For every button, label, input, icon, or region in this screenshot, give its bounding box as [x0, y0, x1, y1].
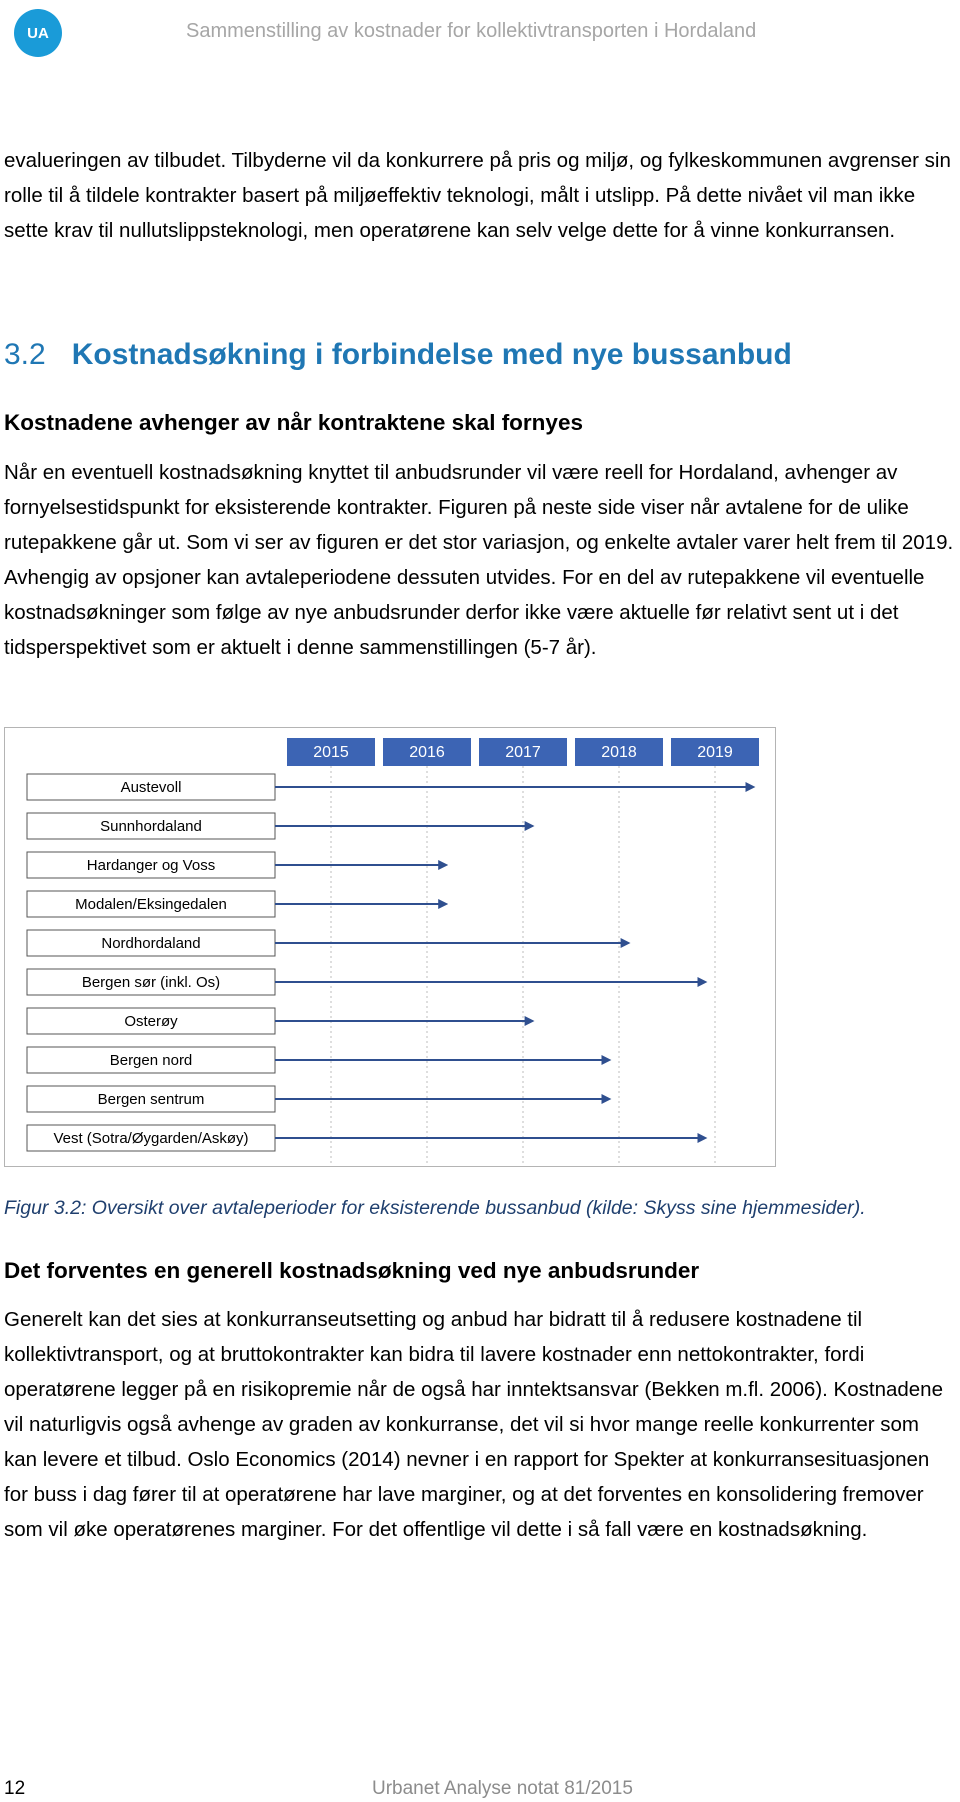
document-title: Sammenstilling av kostnader for kollektivtransporten i Hordaland	[186, 20, 757, 42]
section-title: Kostnadsøkning i forbindelse med nye bussanbud	[71, 338, 792, 371]
ua-logo: UA	[14, 9, 62, 57]
paragraph-contract-renewal: Når en eventuell kostnadsøkning knyttet til anbudsrunder vil være reell for Hordaland, avhenger av fornyelsestidspunkt for eksisterende kontrakter. Figuren på neste side viser når avtalene for de ulike rutepakkene går ut. Som vi ser av figuren er det stor variasjon, og enkelte avtaler varer helt frem til 2019. Avhengig av opsjoner kan avtaleperiodene dessuten utvides. For en del av rutepakkene vil eventuelle kostnadsøkninger som følge av nye anbudsrunder derfor ikke være aktuelle før relativt sent ut i det tidsperspektivet som er aktuelt i denne sammenstillingen (5-7 år).	[4, 461, 954, 659]
year-label: 2018	[601, 744, 637, 761]
contract-label: Bergen sør (inkl. Os)	[81, 974, 221, 991]
contract-label: Modalen/Eksingedalen	[75, 896, 227, 913]
footer-title: Urbanet Analyse notat 81/2015	[372, 1778, 633, 1799]
subheading-contract-renewal: Kostnadene avhenger av når kontraktene skal fornyes	[4, 410, 583, 435]
contract-timeline-chart	[5, 728, 777, 1168]
section-heading	[4, 338, 792, 372]
page-number: 12	[4, 1778, 26, 1799]
subheading-cost-increase: Det forventes en generell kostnadsøkning ved nye anbudsrunder	[4, 1258, 700, 1283]
contract-timeline-figure	[4, 727, 776, 1167]
intro-paragraph: evalueringen av tilbudet. Tilbyderne vil da konkurrere på pris og miljø, og fylkeskommunen avgrenser sin rolle til å tildele kontrakter basert på miljøeffektiv teknologi, målt i utslipp. På dette nivået vil man ikke sette krav til nullutslippsteknologi, men operatørene kan selv velge dette for å vinne konkurransen.	[4, 149, 951, 242]
page-header	[0, 0, 960, 70]
contract-label: Nordhordaland	[101, 935, 201, 952]
contract-label: Austevoll	[120, 779, 182, 796]
year-label: 2015	[313, 744, 349, 761]
figure-caption: Figur 3.2: Oversikt over avtaleperioder for eksisterende bussanbud (kilde: Skyss sine hjemmesider).	[4, 1197, 866, 1219]
contract-label: Bergen sentrum	[97, 1091, 205, 1108]
year-label: 2017	[505, 744, 541, 761]
contract-label: Osterøy	[124, 1013, 178, 1030]
section-number: 3.2	[4, 338, 46, 371]
contract-label: Sunnhordaland	[100, 818, 202, 835]
contract-label: Bergen nord	[109, 1052, 193, 1069]
contract-label: Vest (Sotra/Øygarden/Askøy)	[53, 1130, 249, 1147]
year-label: 2016	[409, 744, 445, 761]
contract-label: Hardanger og Voss	[86, 857, 216, 874]
paragraph-cost-increase: Generelt kan det sies at konkurranseutsetting og anbud har bidratt til å redusere kostnadene til kollektivtransport, og at bruttokontrakter kan bidra til lavere kostnader enn nettokontrakter, fordi operatørene legger på en risikopremie når de også har inntektsansvar (Bekken m.fl. 2006). Kostnadene vil naturligvis også avhenge av graden av konkurranse, det vil si hvor mange reelle konkurrenter som kan levere et tilbud. Oslo Economics (2014) nevner i en rapport for Spekter at konkurransesituasjonen for buss i dag fører til at operatørene har lave marginer, og at det forventes en konsolidering fremover som vil øke operatørenes marginer. For det offentlige vil dette i så fall være en kostnadsøkning.	[4, 1308, 943, 1541]
year-label: 2019	[697, 744, 733, 761]
